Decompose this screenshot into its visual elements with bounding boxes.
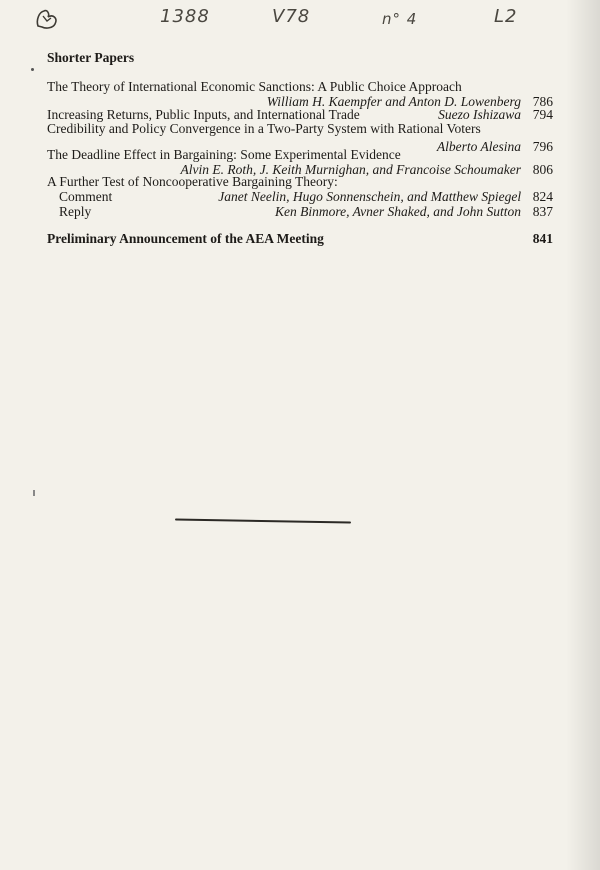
entry-authors: William H. Kaempfer and Anton D. Lowenberg — [266, 94, 521, 109]
toc-entry — [47, 107, 553, 122]
entry-page: 837 — [532, 204, 553, 219]
entry-title: The Deadline Effect in Bargaining: Some Experimental Evidence — [47, 147, 401, 162]
toc-entry — [47, 174, 553, 219]
entry-page: 786 — [532, 94, 553, 109]
announcement-entry — [47, 231, 553, 247]
entry-authors: Alberto Alesina — [436, 139, 521, 154]
library-stamp-icon — [34, 6, 60, 32]
entry-title: Increasing Returns, Public Inputs, and International Trade — [47, 107, 360, 122]
entry-authors: Ken Binmore, Avner Shaked, and John Sutton — [275, 204, 521, 219]
announcement-page: 841 — [532, 231, 553, 246]
page-edge-shadow — [566, 0, 600, 870]
margin-mark — [31, 68, 34, 71]
reply-label: Reply — [59, 204, 92, 219]
handwritten-code-4: L2 — [494, 6, 518, 27]
entry-authors: Alvin E. Roth, J. Keith Murnighan, and Francoise Schoumaker — [180, 162, 521, 177]
entry-title: A Further Test of Noncooperative Bargaining Theory: — [47, 174, 338, 189]
entry-page: 824 — [532, 189, 553, 204]
section-title: Shorter Papers — [47, 50, 135, 65]
entry-page: 794 — [532, 107, 553, 122]
pen-stroke-line — [175, 518, 351, 523]
announcement-title: Preliminary Announcement of the AEA Meeting — [47, 231, 324, 246]
handwritten-code-1: 1388 — [160, 6, 210, 27]
toc-entry — [47, 79, 553, 109]
entry-authors: Suezo Ishizawa — [438, 107, 521, 122]
comment-label: Comment — [59, 189, 113, 204]
margin-mark — [33, 490, 35, 496]
entry-page: 806 — [532, 162, 553, 177]
handwritten-code-3: n° 4 — [382, 10, 418, 28]
entry-title: The Theory of International Economic Sanctions: A Public Choice Approach — [47, 79, 462, 94]
entry-page: 796 — [532, 139, 553, 154]
entry-title: Credibility and Policy Convergence in a Two-Party System with Rational Voters — [47, 121, 481, 136]
handwritten-code-2: V78 — [272, 6, 311, 27]
toc-entry — [47, 147, 553, 177]
entry-authors: Janet Neelin, Hugo Sonnenschein, and Matthew Spiegel — [218, 189, 522, 204]
